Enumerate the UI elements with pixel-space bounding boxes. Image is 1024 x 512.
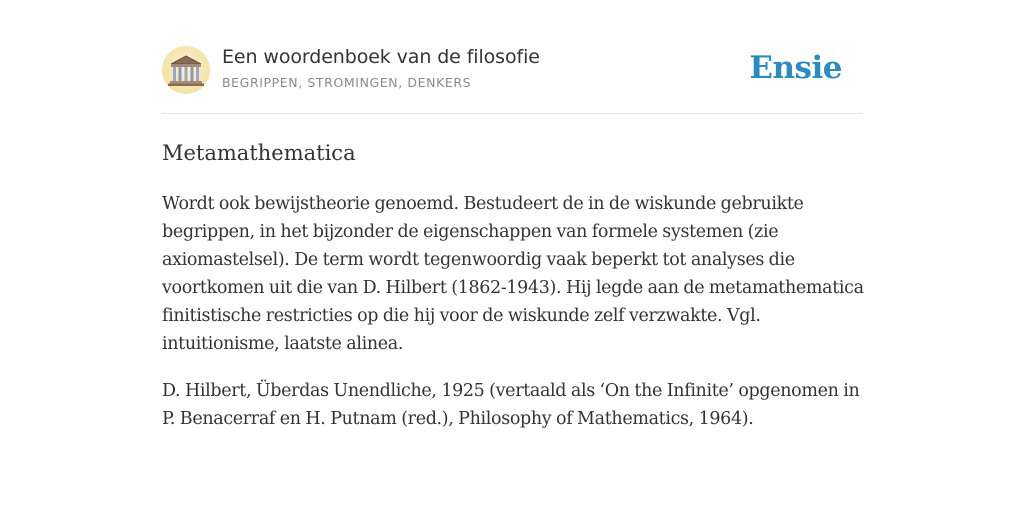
article-body: Wordt ook bewijstheorie genoemd. Bestudeert de in de wiskunde gebruikte begrippen, in het bijzonder de eigenschappen van formele systemen (zie axiomastelsel). De term wordt tegenwoordig vaak beperkt tot analyses die voortkomen uit die van D. Hilbert (1862-1943). Hij legde aan de metamathematica finitistische restricties op die hij voor de wiskunde zelf verzwakte. Vgl. intuitionisme, laatste alinea. bbox=[162, 194, 864, 354]
site-header bbox=[162, 44, 862, 100]
site-subtitle: BEGRIPPEN, STROMINGEN, DENKERS bbox=[222, 75, 472, 90]
article-title: Metamathematica bbox=[162, 141, 356, 165]
header-divider bbox=[162, 113, 862, 114]
article-reference: D. Hilbert, Überdas Unendliche, 1925 (vertaald als ‘On the Infinite’ opgenomen in P. Benacerraf en H. Putnam (red.), Philosophy of Mathematics, 1964). bbox=[162, 381, 860, 429]
article bbox=[162, 138, 867, 452]
site-title[interactable]: Een woordenboek van de filosofie bbox=[222, 46, 540, 68]
brand-logo[interactable]: Ensie bbox=[749, 50, 842, 86]
temple-icon[interactable] bbox=[162, 46, 210, 94]
